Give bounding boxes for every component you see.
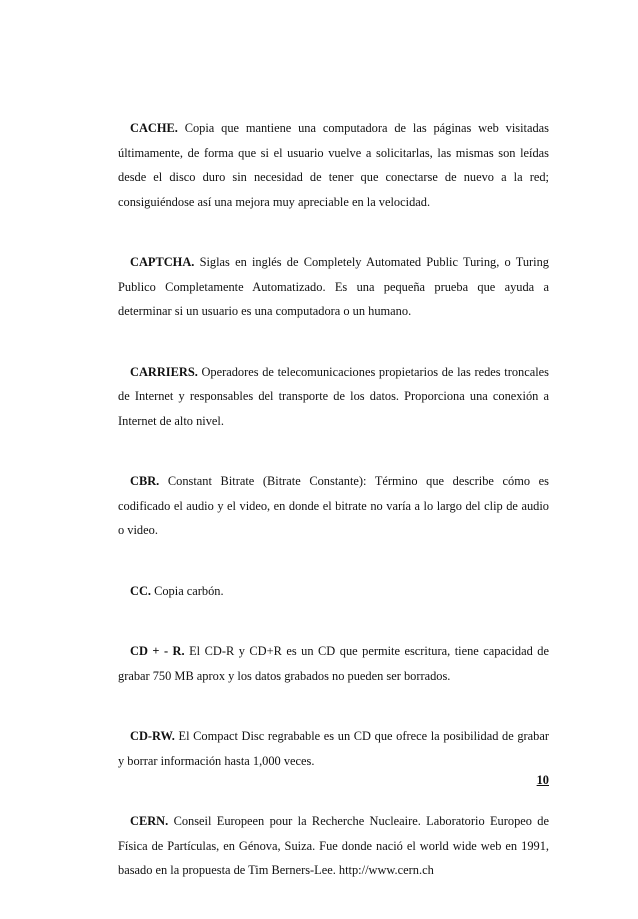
glossary-entry-captcha bbox=[118, 250, 549, 324]
glossary-content bbox=[118, 116, 549, 919]
glossary-term: CARRIERS. bbox=[130, 364, 198, 379]
glossary-term: CAPTCHA. bbox=[130, 255, 195, 269]
glossary-definition: Operadores de telecomunicaciones propietarios de las redes troncales de Internet y responsables del transporte de los datos. Proporciona una conexión a Internet de alto nivel. bbox=[118, 364, 549, 428]
glossary-definition: El Compact Disc regrabable es un CD que ofrece la posibilidad de grabar y borrar información hasta 1,000 veces. bbox=[118, 729, 549, 768]
glossary-definition: El CD-R y CD+R es un CD que permite escritura, tiene capacidad de grabar 750 MB aprox y los datos grabados no pueden ser borrados. bbox=[118, 644, 549, 683]
glossary-entry-cbr bbox=[118, 469, 549, 543]
glossary-definition: Copia carbón. bbox=[151, 583, 224, 598]
glossary-definition: Constant Bitrate (Bitrate Constante): Término que describe cómo es codificado el audio y el video, en donde el bitrate no varía a lo largo del clip de audio o video. bbox=[118, 474, 549, 537]
glossary-term: CD-RW. bbox=[130, 729, 175, 743]
glossary-entry-cc bbox=[118, 579, 549, 604]
glossary-definition: Conseil Europeen pour la Recherche Nucleaire. Laboratorio Europeo de Física de Partículas, en Génova, Suiza. Fue donde nació el world wide web en 1991, basado en la propuesta de Tim Berners-Lee. http://www.cern.ch bbox=[118, 814, 549, 877]
glossary-entry-cern bbox=[118, 809, 549, 883]
glossary-term: CD + - R. bbox=[130, 644, 185, 658]
glossary-term: CACHE. bbox=[130, 121, 178, 135]
glossary-term: CC. bbox=[130, 583, 151, 598]
glossary-term: CBR. bbox=[130, 474, 160, 488]
glossary-entry-cd-rw bbox=[118, 724, 549, 773]
glossary-entry-carriers bbox=[118, 360, 549, 434]
glossary-definition: Copia que mantiene una computadora de las páginas web visitadas últimamente, de forma que si el usuario vuelve a solicitarlas, las mismas son leídas desde el disco duro sin necesidad de tener que conectarse de nuevo a la red; consiguiéndose así una mejora muy apreciable en la velocidad. bbox=[118, 121, 549, 209]
page-number: 10 bbox=[536, 773, 549, 787]
glossary-definition: Siglas en inglés de Completely Automated Public Turing, o Turing Publico Completamente Automatizado. Es una pequeña prueba que ayuda a determinar si un usuario es una computadora o un humano. bbox=[118, 255, 549, 318]
glossary-entry-cd-r bbox=[118, 639, 549, 688]
glossary-term: CERN. bbox=[130, 814, 169, 828]
glossary-entry-cache bbox=[118, 116, 549, 214]
